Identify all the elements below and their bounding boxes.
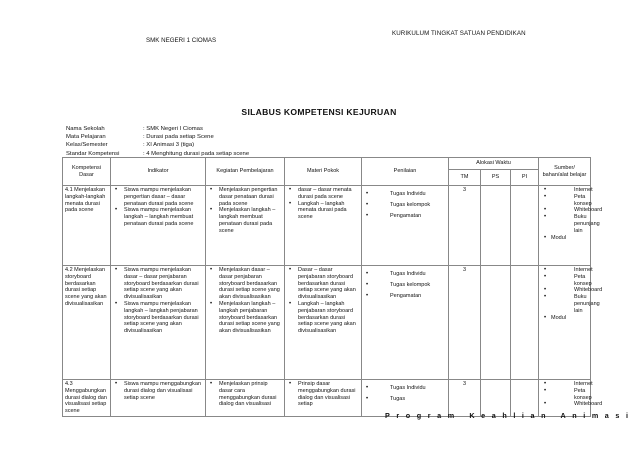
list-item: • Peta konsep <box>541 194 588 208</box>
list-item: • Dasar – dasar penjabaran storyboard berdasarkan durasi setiap scene yang akan divisualisasikan <box>287 267 359 301</box>
list-item: • Modul <box>541 235 588 242</box>
table-row <box>63 266 591 380</box>
meta-value: : Durasi pada setiap Scene <box>143 134 214 141</box>
school-header: SMK NEGERI 1 CIOMAS <box>146 37 217 44</box>
list-item: • Menjelaskan dasar – dasar penjabaran storyboard berdasarkan durasi setiap scene yang akan divisualisasikan <box>208 267 282 301</box>
tm-cell: 3 <box>449 266 481 380</box>
kd-cell: 4.3 Menggabungkan durasi dialog dan visualisasi setiap scene <box>63 380 111 417</box>
meta-label: Standar Kompetensi <box>66 150 120 157</box>
tm-cell: 3 <box>449 186 481 266</box>
list-item: • Tugas kelompok <box>364 202 446 209</box>
ps-cell <box>481 266 511 380</box>
penilaian-cell <box>362 186 449 266</box>
penilaian-cell <box>362 266 449 380</box>
list-item: • Siswa mampu menjelaskan langkah – langkah penjabaran storyboard berdasarkan durasi setiap scene yang akan divisualisasikan <box>113 301 203 335</box>
list-item: • Whiteboard <box>541 287 588 294</box>
meta-label: Nama Sekolah <box>66 126 105 132</box>
meta-row <box>66 125 249 133</box>
indikator-cell <box>111 266 206 380</box>
syllabus-title: SILABUS KOMPETENSI KEJURUAN <box>241 107 397 117</box>
kd-cell: 4.2 Menjelaskan storyboard berdasarkan durasi setiap scene yang akan divisualisasikan <box>63 266 111 380</box>
list-item: • Tugas Individu <box>364 191 446 198</box>
header-kompetensi-dasar: Kompetensi Dasar <box>63 158 111 186</box>
meta-row <box>66 133 249 141</box>
header-kegiatan: Kegiatan Pembelajaran <box>206 158 285 186</box>
list-item: • Siswa mampu menjelaskan langkah – langkah membuat penataan durasi pada scene <box>113 207 203 227</box>
sumber-cell <box>539 266 603 380</box>
list-item: • Menjelaskan pengertian dasar penataan durasi pada scene <box>208 187 282 207</box>
kegiatan-cell <box>206 266 285 380</box>
header-ps: PS <box>481 170 511 186</box>
meta-value: : SMK Negeri I Ciomas <box>143 126 203 132</box>
list-item: • Peta konsep <box>541 274 588 288</box>
header-materi: Materi Pokok <box>285 158 362 186</box>
list-item: • Buku penunjang lain <box>541 214 588 234</box>
indikator-cell <box>111 186 206 266</box>
list-item: • Siswa mampu menjelaskan pengertian dasar – dasar penataan durasi pada scene <box>113 187 203 207</box>
sumber-cell <box>539 186 603 266</box>
header-penilaian: Penilaian <box>362 158 449 186</box>
curriculum-header: KURIKULUM TINGKAT SATUAN PENDIDIKAN <box>392 30 526 37</box>
kegiatan-cell <box>206 380 285 417</box>
list-item: • Buku penunjang lain <box>541 294 588 314</box>
list-item: • Pengamatan <box>364 213 446 220</box>
list-item: • Tugas <box>364 396 446 403</box>
list-item: • Langkah – langkah penjabaran storyboard berdasarkan durasi setiap scene yang akan divisualisasikan <box>287 301 359 335</box>
table-row <box>63 186 591 266</box>
pi-cell <box>511 186 539 266</box>
list-item: • Modul <box>541 315 588 322</box>
list-item: • Peta konsep <box>541 388 588 402</box>
materi-cell <box>285 186 362 266</box>
list-item: • Whiteboard <box>541 401 588 408</box>
list-item: • Menjelaskan langkah – langkah membuat penataan durasi pada scene <box>208 207 282 234</box>
list-item: • Tugas Individu <box>364 271 446 278</box>
list-item: • Internet <box>541 187 588 194</box>
list-item: • Internet <box>541 267 588 274</box>
list-item: • Siswa mampu menggabungkan durasi dialog dan visualisasi setiap scene <box>113 381 203 401</box>
tm-cell: 3 <box>449 380 481 417</box>
list-item: • Internet <box>541 381 588 388</box>
meta-label: Mata Pelajaran <box>66 134 106 141</box>
header-alokasi-waktu: Alokasi Waktu <box>449 158 539 170</box>
kd-cell: 4.1 Menjelaskan langkah-langkah menata durasi pada scene <box>63 186 111 266</box>
header-indikator: Indikator <box>111 158 206 186</box>
header-sumber: Sumber/ bahan/alat belajar <box>539 158 591 186</box>
list-item: • Whiteboard <box>541 207 588 214</box>
meta-value: : 4 Menghitung durasi pada setiap scene <box>143 150 250 157</box>
header-tm: TM <box>449 170 481 186</box>
list-item: • Langkah – langkah menata durasi pada scene <box>287 201 359 221</box>
list-item: • Tugas kelompok <box>364 282 446 289</box>
list-item: • Menjelaskan prinsip dasar cara menggabungkan durasi dialog dan visualisasi <box>208 381 282 408</box>
list-item: • Menjelaskan langkah – langkah penjabaran storyboard berdasarkan durasi setiap scene yang akan divisualisasikan <box>208 301 282 335</box>
pi-cell <box>511 266 539 380</box>
syllabus-table <box>62 157 603 417</box>
list-item: • dasar – dasar menata durasi pada scene <box>287 187 359 201</box>
list-item: • Siswa mampu menjelaskan dasar – dasar penjabaran storyboard berdasarkan durasi setiap scene yang akan divisualisasikan <box>113 267 203 301</box>
indikator-cell <box>111 380 206 417</box>
list-item: • Pengamatan <box>364 293 446 300</box>
meta-value: : XI Animasi 3 (tiga) <box>143 142 195 149</box>
ps-cell <box>481 186 511 266</box>
meta-label: Kelas/Semester <box>66 142 108 149</box>
list-item: • Prinsip dasar menggabungkan durasi dialog dan visualisasi setiap <box>287 381 359 408</box>
materi-cell <box>285 266 362 380</box>
page-footer: Program Keahlian Animasi <box>385 411 635 420</box>
syllabus-meta <box>66 125 249 158</box>
header-pi: PI <box>511 170 539 186</box>
kegiatan-cell <box>206 186 285 266</box>
list-item: • Tugas Individu <box>364 385 446 392</box>
materi-cell <box>285 380 362 417</box>
meta-row <box>66 141 249 149</box>
